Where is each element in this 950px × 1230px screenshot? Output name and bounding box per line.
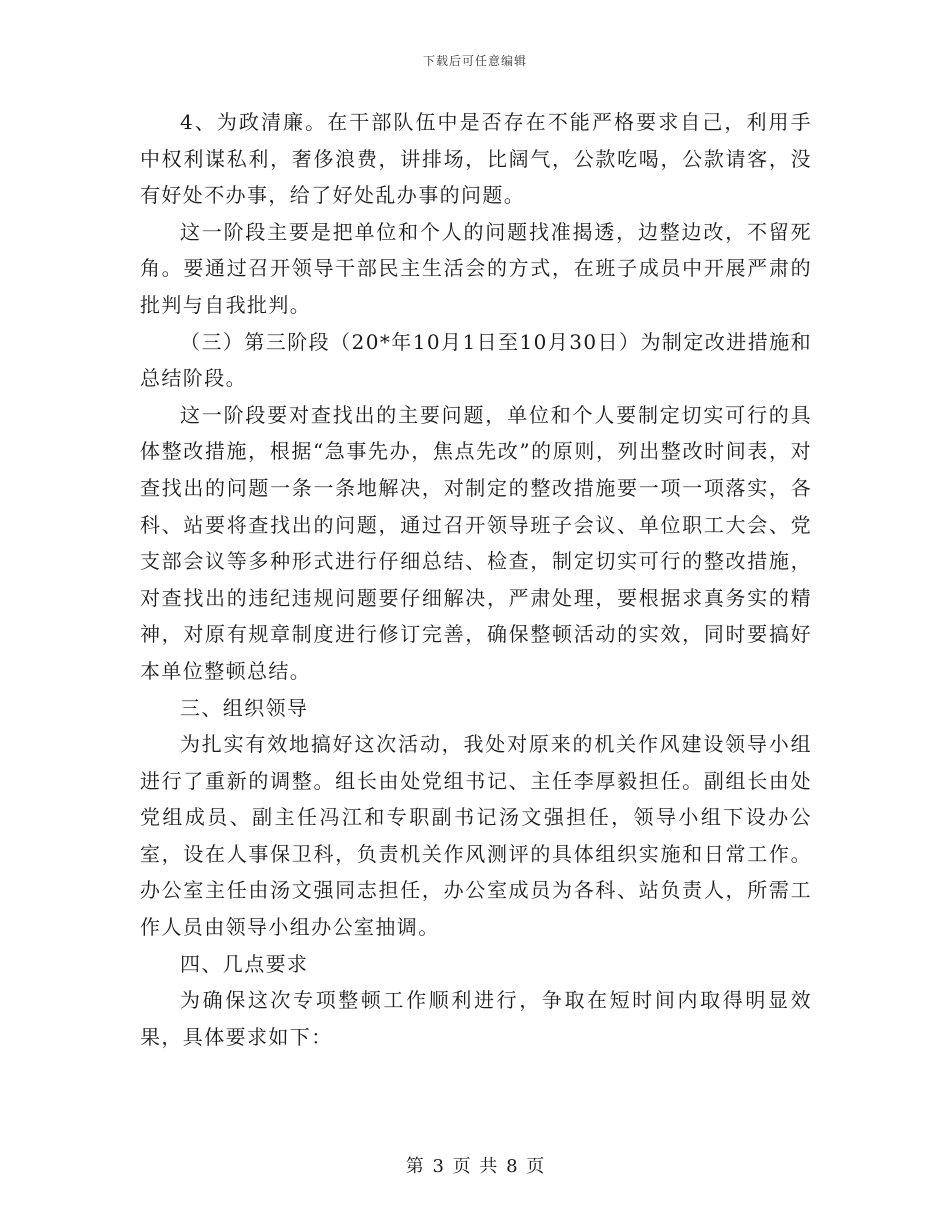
page-number-footer: 第 3 页 共 8 页 (405, 1156, 545, 1177)
paragraph-integrity: 4、为政清廉。在干部队伍中是否存在不能严格要求自己，利用手中权利谋私利，奢侈浪费，讲排场，比阔气，公款吃喝，公款请客，没有好处不办事，给了好处乱办事的问题。 (140, 110, 812, 208)
section-heading-organization: 三、组织领导 (180, 695, 309, 720)
paragraph-requirements-intro: 为确保这次专项整顿工作顺利进行，争取在短时间内取得明显效果，具体要求如下： (140, 988, 812, 1049)
paragraph-organization: 为扎实有效地搞好这次活动，我处对原来的机关作风建设领导小组进行了重新的调整。组长由处党组书记、主任李厚毅担任。副组长由处党组成员、副主任冯江和专职副书记汤文强担任，领导小组下设办公室，设在人事保卫科，负责机关作风测评的具体组织实施和日常工作。办公室主任由汤文强同志担任，办公室成员为各科、站负责人，所需工作人员由领导小组办公室抽调。 (140, 732, 812, 940)
paragraph-stage-two-summary: 这一阶段主要是把单位和个人的问题找准揭透，边整边改，不留死角。要通过召开领导干部民主生活会的方式，在班子成员中开展严肃的批判与自我批判。 (140, 219, 812, 317)
document-body (140, 104, 812, 1055)
paragraph-stage-three-title: （三）第三阶段（20*年10月1日至10月30日）为制定改进措施和总结阶段。 (140, 329, 812, 391)
paragraph-stage-three-detail: 这一阶段要对查找出的主要问题，单位和个人要制定切实可行的具体整改措施，根据“急事先办，焦点先改”的原则，列出整改时间表，对查找出的问题一条一条地解决，对制定的整改措施要一项一项落实，各科、站要将查找出的问题，通过召开领导班子会议、单位职工大会、党支部会议等多种形式进行仔细总结、检查，制定切实可行的整改措施，对查找出的违纪违规问题要仔细解决，严肃处理，要根据求真务实的精神，对原有规章制度进行修订完善，确保整顿活动的实效，同时要搞好本单位整顿总结。 (140, 402, 812, 683)
section-heading-requirements: 四、几点要求 (180, 951, 309, 976)
page-header-note: 下载后可任意编辑 (422, 54, 527, 68)
